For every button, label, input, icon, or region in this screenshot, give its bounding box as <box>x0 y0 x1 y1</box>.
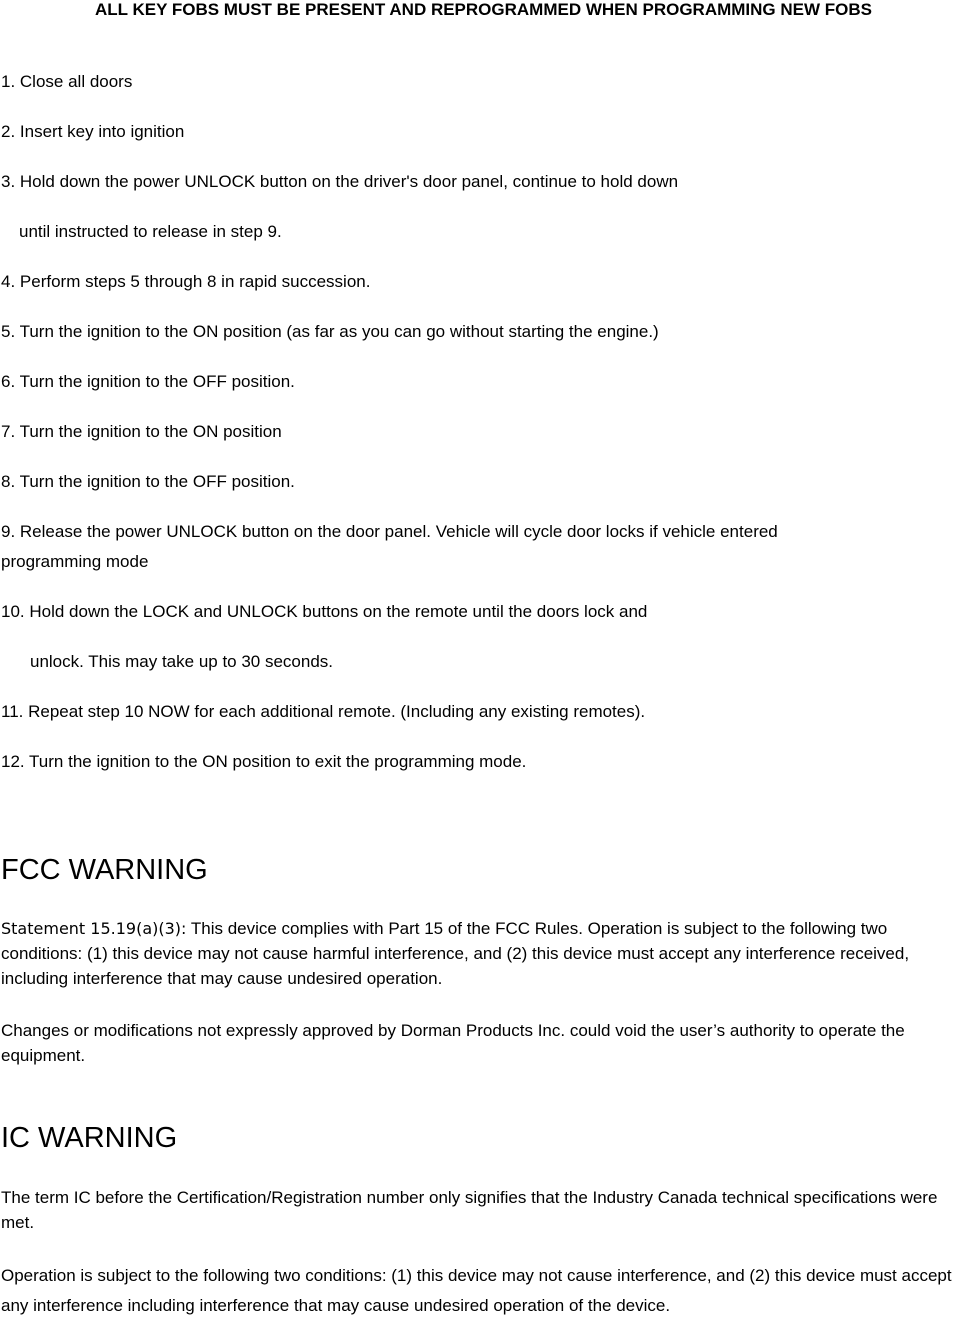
step-5: 5. Turn the ignition to the ON position (as far as you can go without starting the engine.) <box>1 322 659 341</box>
ic-operation-paragraph: Operation is subject to the following two conditions: (1) this device may not cause interference, and (2) this device must accept any interference including interference that may cause undesired operation of the device. <box>1 1266 952 1315</box>
step-3: 3. Hold down the power UNLOCK button on the driver's door panel, continue to hold down <box>1 172 679 191</box>
step-8: 8. Turn the ignition to the OFF position. <box>1 472 295 491</box>
fcc-statement-text: This device complies with Part 15 of the FCC Rules. Operation is subject to the following two conditions: (1) this device may not cause harmful interference, and (2) this device must accept any interference received, including interference that may cause undesired operation. <box>1 919 910 988</box>
fcc-changes-paragraph: Changes or modifications not expressly approved by Dorman Products Inc. could void the user’s authority to operate the equipment. <box>1 1021 905 1065</box>
step-2: 2. Insert key into ignition <box>1 122 185 141</box>
ic-warning-title: IC WARNING <box>1 1122 178 1154</box>
page-title: ALL KEY FOBS MUST BE PRESENT AND REPROGRAMMED WHEN PROGRAMMING NEW FOBS <box>95 0 872 19</box>
step-4: 4. Perform steps 5 through 8 in rapid succession. <box>1 272 371 291</box>
step-9: 9. Release the power UNLOCK button on the door panel. Vehicle will cycle door locks if vehicle entered <box>1 522 778 541</box>
step-9-continued: programming mode <box>1 552 149 571</box>
step-1: 1. Close all doors <box>1 72 133 91</box>
step-10: 10. Hold down the LOCK and UNLOCK buttons on the remote until the doors lock and <box>1 602 648 621</box>
fcc-warning-title: FCC WARNING <box>1 854 208 886</box>
step-3-continued: until instructed to release in step 9. <box>19 222 282 241</box>
step-11: 11. Repeat step 10 NOW for each additional remote. (Including any existing remotes). <box>1 702 646 721</box>
step-12: 12. Turn the ignition to the ON position to exit the programming mode. <box>1 752 527 771</box>
ic-term-paragraph: The term IC before the Certification/Registration number only signifies that the Industry Canada technical specifications were met. <box>1 1188 938 1232</box>
fcc-statement-label: Statement 15.19(a)(3): <box>1 919 187 938</box>
fcc-statement-paragraph <box>1 916 961 991</box>
step-6: 6. Turn the ignition to the OFF position. <box>1 372 295 391</box>
step-10-continued: unlock. This may take up to 30 seconds. <box>30 652 334 671</box>
step-7: 7. Turn the ignition to the ON position <box>1 422 282 441</box>
